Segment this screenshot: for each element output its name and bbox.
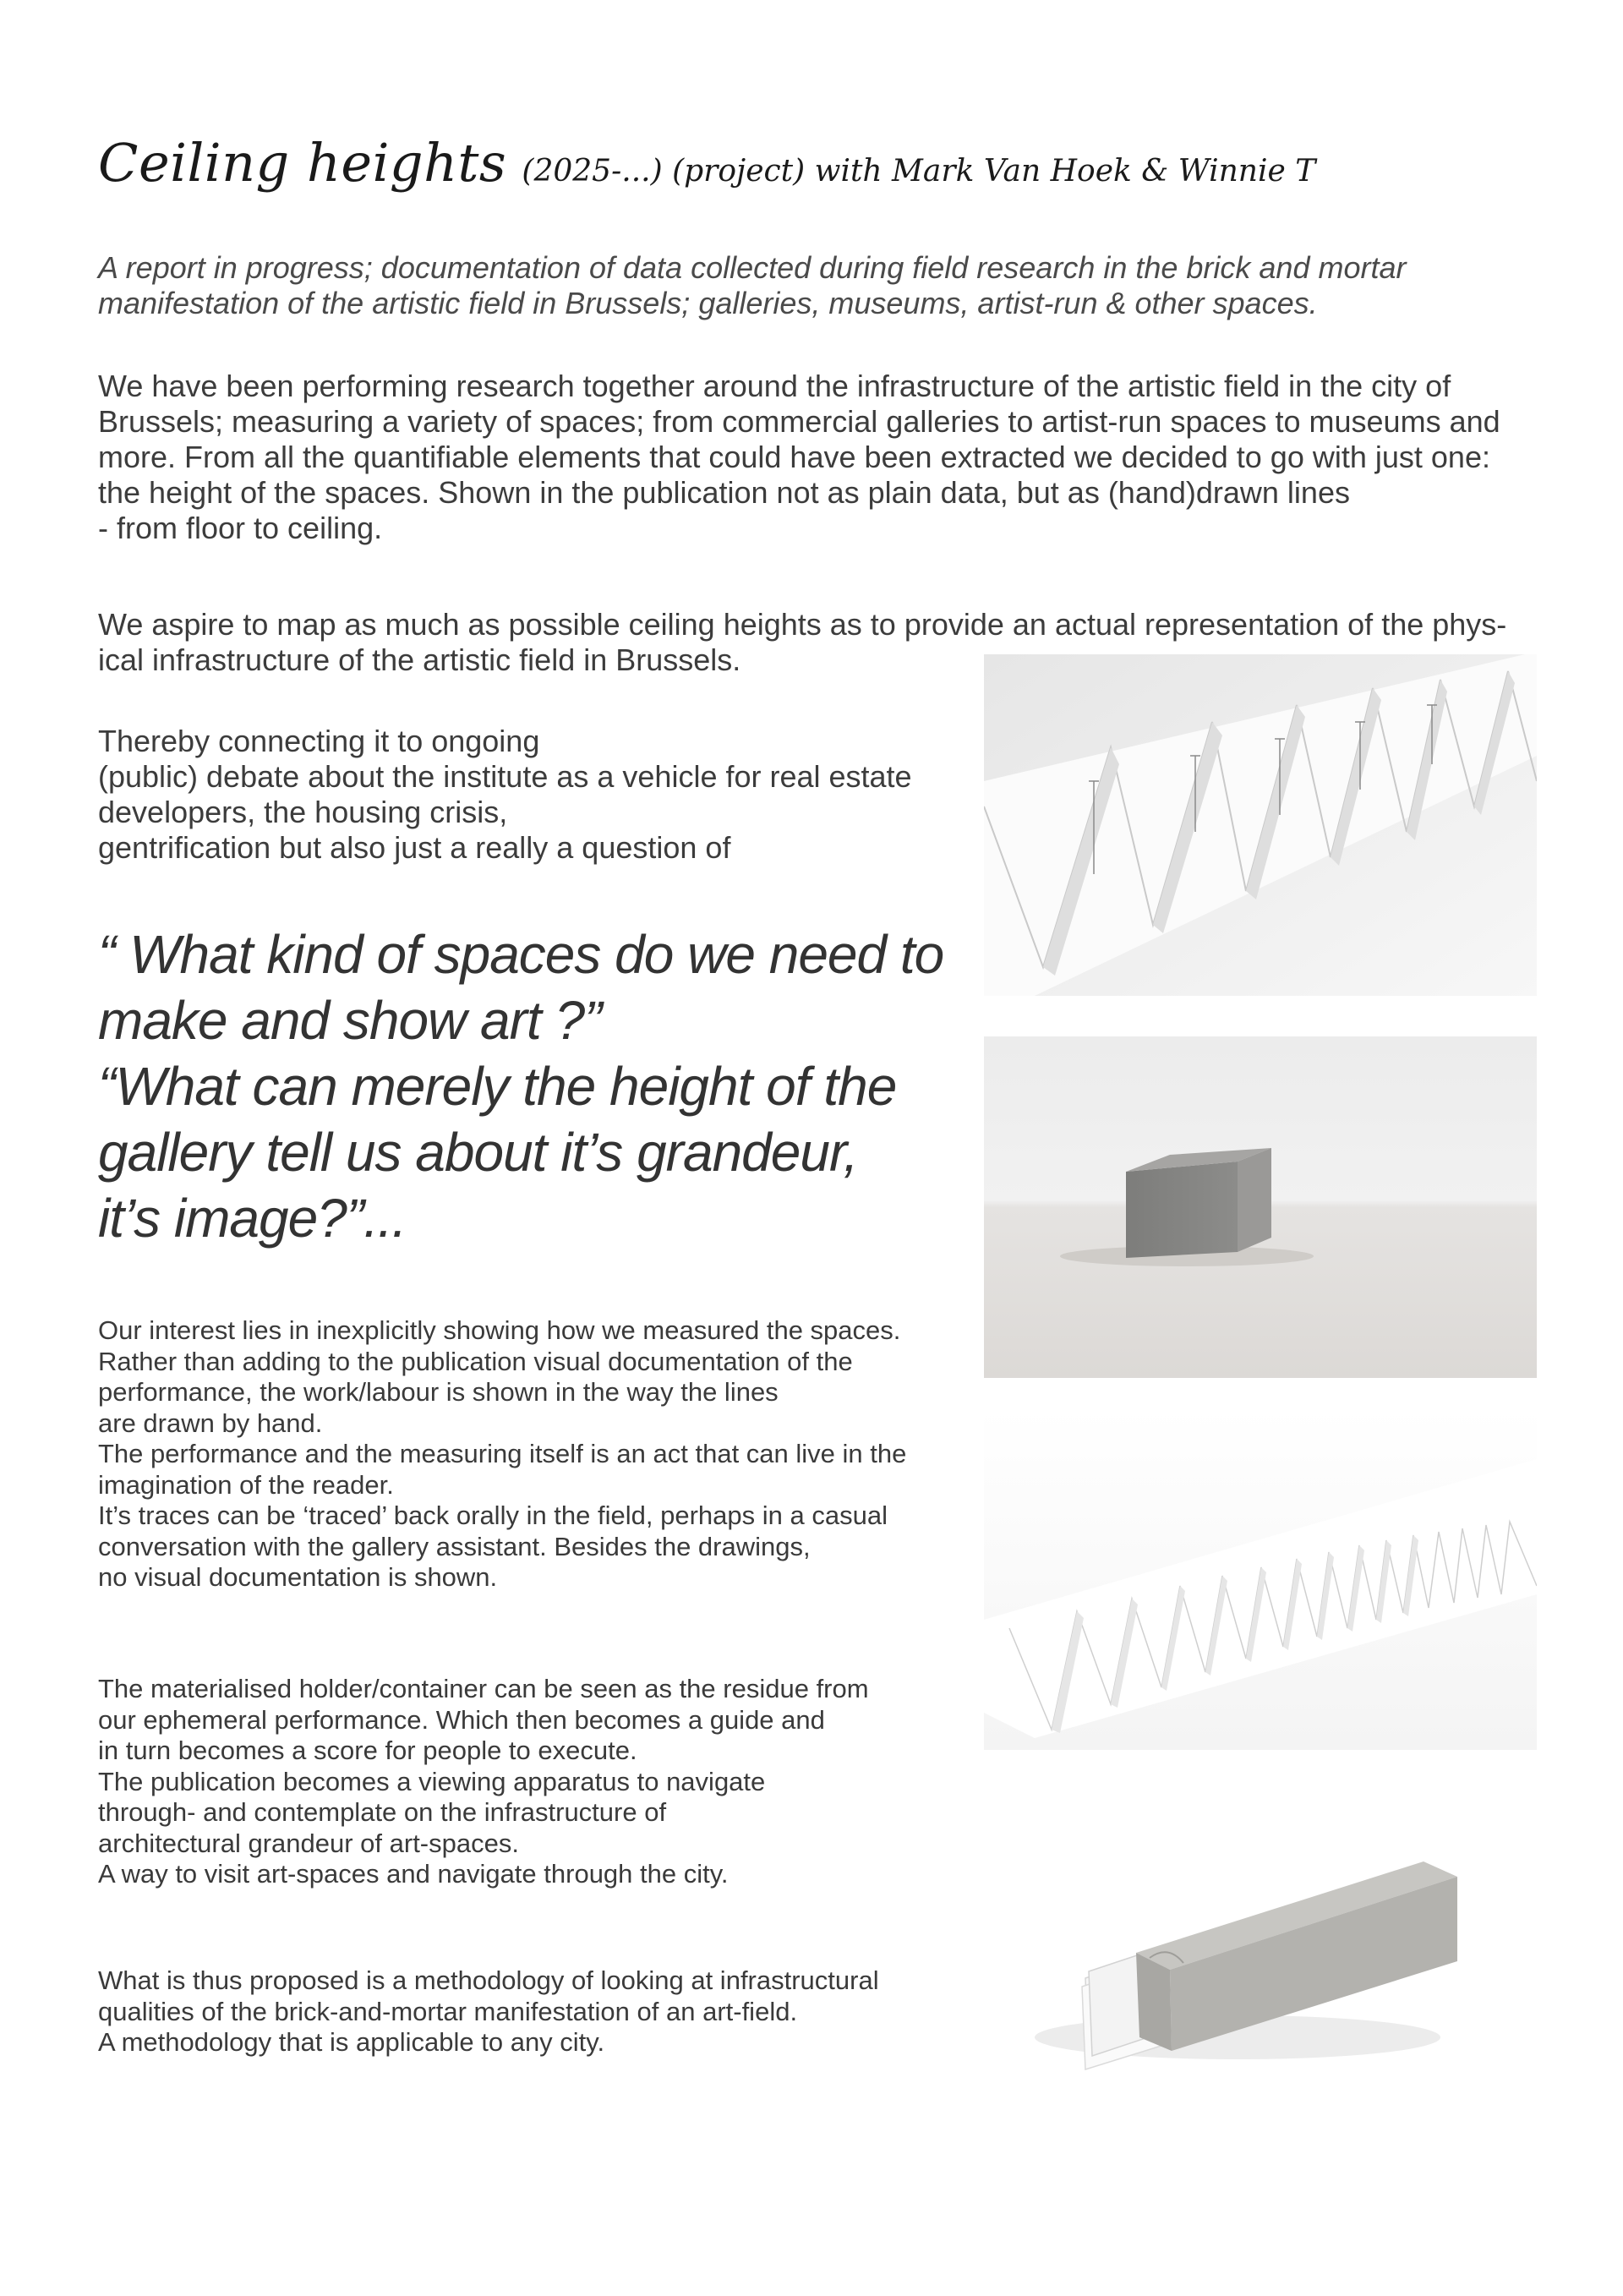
paragraph-research bbox=[98, 369, 1500, 546]
paragraph-line: conversation with the gallery assistant. Besides the drawings, bbox=[98, 1531, 811, 1561]
paragraph-materialised bbox=[98, 1674, 869, 1890]
paragraph-line: developers, the housing crisis, bbox=[98, 795, 508, 829]
paragraph-line: architectural grandeur of art-spaces. bbox=[98, 1828, 519, 1858]
paragraph-line: are drawn by hand. bbox=[98, 1408, 323, 1438]
intro-line: A report in progress; documentation of data collected during field research in the brick and mortar bbox=[98, 250, 1407, 285]
photo-box-with-cards bbox=[984, 1784, 1537, 2125]
paragraph-line: We aspire to map as much as possible ceiling heights as to provide an actual representation of the phys- bbox=[98, 607, 1507, 642]
paragraph-line: (public) debate about the institute as a vehicle for real estate bbox=[98, 759, 912, 794]
paragraph-line: The materialised holder/container can be seen as the residue from bbox=[98, 1674, 869, 1703]
paragraph-connecting bbox=[98, 724, 912, 866]
paragraph-line: our ephemeral performance. Which then becomes a guide and bbox=[98, 1704, 825, 1735]
title-main: Ceiling heights bbox=[98, 132, 507, 194]
paragraph-line: The performance and the measuring itself is an act that can live in the bbox=[98, 1439, 907, 1468]
quote-line: make and show art ?” bbox=[98, 990, 602, 1051]
paragraph-line: gentrification but also just a really a question of bbox=[98, 830, 731, 865]
photo-folded-paper-close bbox=[984, 654, 1537, 996]
page-title bbox=[98, 132, 1315, 194]
paragraph-line: - from floor to ceiling. bbox=[98, 511, 383, 545]
paragraph-line: through- and contemplate on the infrastructure of bbox=[98, 1797, 667, 1827]
title-subtitle: (2025-...) (project) with Mark Van Hoek & Winnie T bbox=[522, 154, 1316, 189]
paragraph-line: Rather than adding to the publication visual documentation of the bbox=[98, 1346, 853, 1376]
quote-line: it’s image?”... bbox=[98, 1188, 407, 1249]
paragraph-line: qualities of the brick-and-mortar manifestation of an art-field. bbox=[98, 1996, 798, 2026]
paragraph-line: performance, the work/labour is shown in the way the lines bbox=[98, 1377, 779, 1407]
paragraph-line: A way to visit art-spaces and navigate through the city. bbox=[98, 1859, 729, 1889]
intro-italic bbox=[98, 250, 1407, 321]
paragraph-line: We have been performing research together around the infrastructure of the artistic field in the city of bbox=[98, 369, 1451, 403]
paragraph-line: Thereby connecting it to ongoing bbox=[98, 724, 540, 758]
paragraph-line: It’s traces can be ‘traced’ back orally in the field, perhaps in a casual bbox=[98, 1501, 888, 1530]
paragraph-interest bbox=[98, 1315, 906, 1594]
paragraph-line: The publication becomes a viewing apparatus to navigate bbox=[98, 1766, 766, 1796]
paragraph-line: A methodology that is applicable to any city. bbox=[98, 2027, 605, 2057]
intro-line: manifestation of the artistic field in Brussels; galleries, museums, artist-run & other spaces. bbox=[98, 286, 1318, 320]
paragraph-line: ical infrastructure of the artistic field in Brussels. bbox=[98, 642, 741, 677]
quote-line: gallery tell us about it’s grandeur, bbox=[98, 1122, 858, 1183]
photo-folded-paper-long bbox=[984, 1408, 1537, 1750]
paragraph-methodology bbox=[98, 1965, 879, 2058]
paragraph-line: Brussels; measuring a variety of spaces; from commercial galleries to artist-run spaces to museums and bbox=[98, 404, 1500, 439]
paragraph-line: What is thus proposed is a methodology of looking at infrastructural bbox=[98, 1965, 879, 1995]
paragraph-line: imagination of the reader. bbox=[98, 1469, 394, 1500]
paragraph-line: Our interest lies in inexplicitly showing how we measured the spaces. bbox=[98, 1315, 901, 1345]
paragraph-line: more. From all the quantifiable elements that could have been extracted we decided to go with just one: bbox=[98, 440, 1490, 474]
quote-line: “ What kind of spaces do we need to bbox=[98, 924, 944, 985]
paragraph-line: in turn becomes a score for people to execute. bbox=[98, 1736, 637, 1765]
pull-quote bbox=[98, 921, 943, 1251]
paragraph-line: no visual documentation is shown. bbox=[98, 1562, 498, 1592]
photo-grey-box bbox=[984, 1036, 1537, 1378]
quote-line: “What can merely the height of the bbox=[98, 1056, 897, 1117]
paragraph-line: the height of the spaces. Shown in the publication not as plain data, but as (hand)drawn lines bbox=[98, 475, 1350, 510]
